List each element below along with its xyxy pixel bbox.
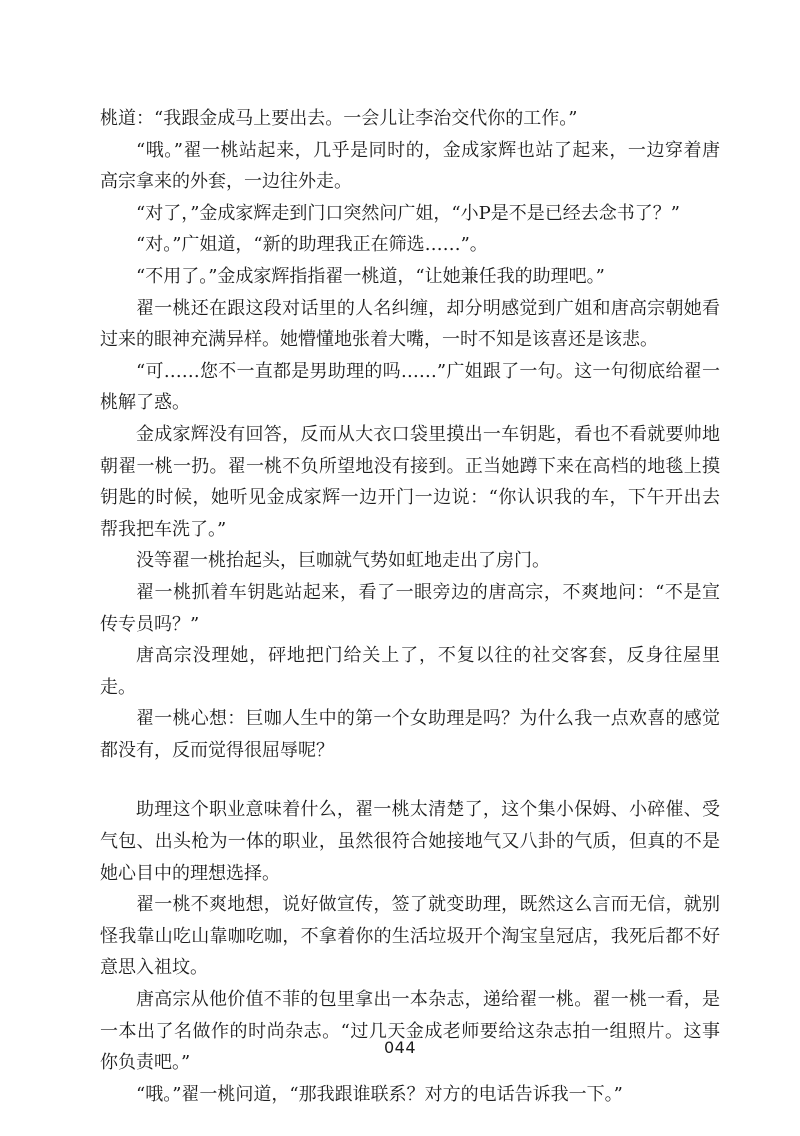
paragraph: 唐高宗从他价值不菲的包里拿出一本杂志，递给翟一桃。翟一桃一看，是一本出了名做作的时尚杂志。“过几天金成老师要给这杂志拍一组照片。这事你负责吧。” xyxy=(100,989,720,1074)
paragraph: 翟一桃不爽地想，说好做宣传，签了就变助理，既然这么言而无信，就别怪我靠山吃山靠咖吃咖，不拿着你的生活垃圾开个淘宝皇冠店，我死后都不好意思入祖坟。 xyxy=(100,894,720,979)
paragraph: 没等翟一桃抬起头，巨咖就气势如虹地走出了房门。 xyxy=(136,550,550,572)
paragraph: “对。”广姐道，“新的助理我正在筛选……”。 xyxy=(136,234,488,256)
paragraph: “不用了。”金成家辉指指翟一桃道，“让她兼任我的助理吧。” xyxy=(136,265,605,287)
paragraph: 翟一桃还在跟这段对话里的人名纠缠，却分明感觉到广姐和唐高宗朝她看过来的眼神充满异样。她懵懂地张着大嘴，一时不知是该喜还是该悲。 xyxy=(100,297,720,351)
body-text xyxy=(100,103,720,1110)
paragraph: 翟一桃抓着车钥匙站起来，看了一眼旁边的唐高宗，不爽地问：“不是宣传专员吗？” xyxy=(100,581,720,635)
page-number: 044 xyxy=(383,1038,417,1057)
paragraph: 翟一桃心想：巨咖人生中的第一个女助理是吗？为什么我一点欢喜的感觉都没有，反而觉得很屈辱呢？ xyxy=(100,708,720,761)
paragraph: “哦。”翟一桃问道，“那我跟谁联系？对方的电话告诉我一下。” xyxy=(136,1083,623,1105)
paragraph: “哦。”翟一桃站起来，几乎是同时的，金成家辉也站了起来，一边穿着唐高宗拿来的外套，一边往外走。 xyxy=(100,139,720,193)
paragraph: “对了，”金成家辉走到门口突然问广姐，“小P是不是已经去念书了？” xyxy=(136,202,680,224)
paragraph: 桃道：“我跟金成马上要出去。一会儿让李治交代你的工作。” xyxy=(100,108,578,129)
paragraph: 金成家辉没有回答，反而从大衣口袋里摸出一车钥匙，看也不看就要帅地朝翟一桃一扔。翟一桃不负所望地没有接到。正当她蹲下来在高档的地毯上摸钥匙的时候，她听见金成家辉一边开门一边说：“你认识我的车，下午开出去帮我把车洗了。” xyxy=(100,423,720,540)
paragraph: “可……您不一直都是男助理的吗……”广姐跟了一句。这一句彻底给翟一桃解了惑。 xyxy=(100,360,720,414)
paragraph: 助理这个职业意味着什么，翟一桃太清楚了，这个集小保姆、小碎催、受气包、出头枪为一体的职业，虽然很符合她接地气又八卦的气质，但真的不是她心目中的理想选择。 xyxy=(100,799,720,884)
paragraph: 唐高宗没理她，砰地把门给关上了，不复以往的社交客套，反身往屋里走。 xyxy=(100,645,720,698)
